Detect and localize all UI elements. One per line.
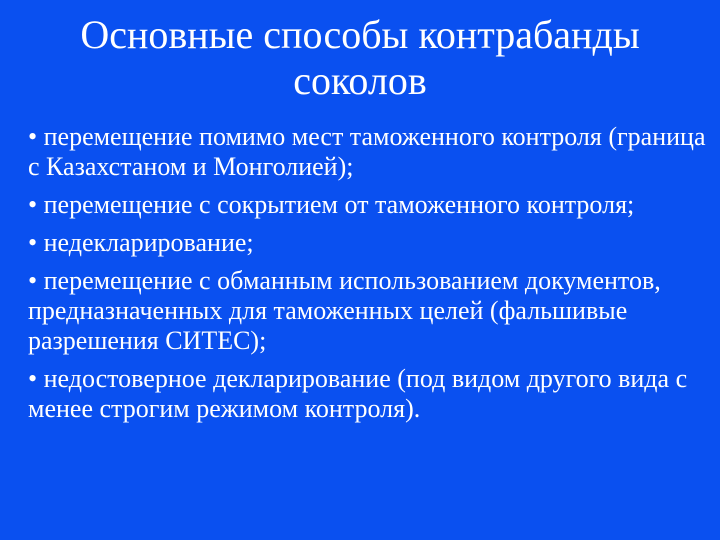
bullet-item	[28, 190, 708, 220]
bullet-item	[28, 364, 708, 424]
bullet-text: перемещение помимо мест таможенного контроля (граница с Казахстаном и Монголией);	[28, 122, 706, 181]
bullet-marker: •	[28, 122, 38, 151]
bullet-item	[28, 266, 708, 356]
slide-title-line-2: соколов	[293, 58, 427, 103]
bullet-text: перемещение с обманным использованием документов, предназначенных для таможенных целей (фальшивые разрешения СИТЕС);	[28, 266, 661, 355]
slide-title-line-1: Основные способы контрабанды	[80, 12, 640, 57]
bullet-text: недостоверное декларирование (под видом другого вида с менее строгим режимом контроля).	[28, 364, 688, 423]
bullet-list	[28, 122, 708, 432]
bullet-text: перемещение с сокрытием от таможенного контроля;	[43, 190, 635, 219]
bullet-item	[28, 122, 708, 182]
bullet-marker: •	[28, 364, 38, 393]
bullet-text: недекларирование;	[43, 228, 254, 257]
bullet-marker: •	[28, 190, 38, 219]
bullet-marker: •	[28, 228, 38, 257]
bullet-marker: •	[28, 266, 38, 295]
bullet-item	[28, 228, 708, 258]
slide-title	[20, 12, 700, 104]
